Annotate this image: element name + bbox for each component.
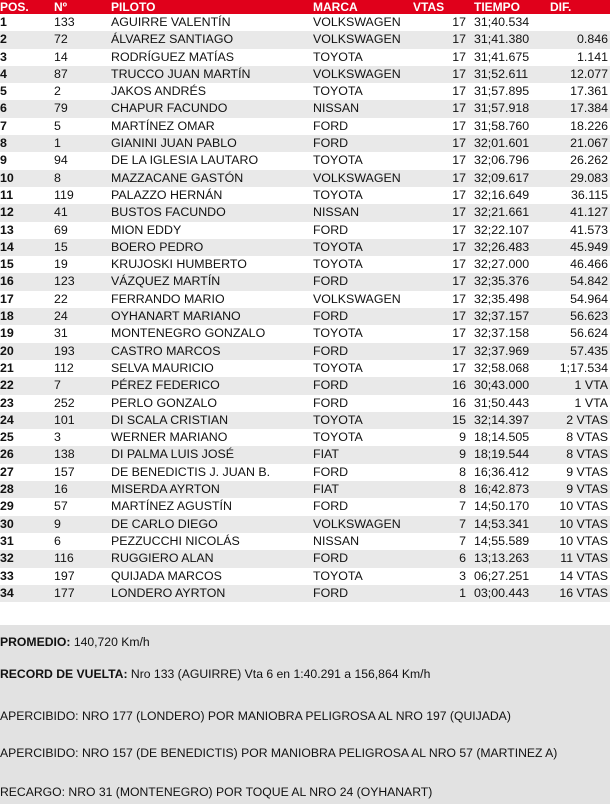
cell-number: 22 [52,291,109,308]
cell-dif [548,14,610,31]
cell-piloto: TRUCCO JUAN MARTÍN [109,66,311,83]
cell-marca: NISSAN [311,204,413,221]
cell-dif: 10 VTAS [548,533,610,550]
cell-marca: TOYOTA [311,412,413,429]
table-row [0,377,610,394]
cell-number: 94 [52,152,109,169]
cell-number: 252 [52,395,109,412]
cell-vtas: 17 [413,118,472,135]
cell-tiempo: 32;14.397 [472,412,548,429]
cell-number: 16 [52,481,109,498]
cell-tiempo: 06;27.251 [472,568,548,585]
cell-marca: NISSAN [311,100,413,117]
cell-pos: 34 [0,585,52,602]
cell-marca: TOYOTA [311,360,413,377]
cell-tiempo: 32;35.498 [472,291,548,308]
cell-tiempo: 30;43.000 [472,377,548,394]
cell-tiempo: 14;55.589 [472,533,548,550]
cell-number: 2 [52,83,109,100]
cell-piloto: DE BENEDICTIS J. JUAN B. [109,464,311,481]
cell-vtas: 17 [413,204,472,221]
cell-marca: FORD [311,395,413,412]
cell-vtas: 17 [413,14,472,31]
cell-dif: 14 VTAS [548,568,610,585]
cell-vtas: 17 [413,31,472,48]
cell-marca: TOYOTA [311,152,413,169]
header-vtas: VTAS [413,0,472,14]
cell-dif: 17.384 [548,100,610,117]
cell-dif: 45.949 [548,239,610,256]
promedio-note [0,635,150,649]
table-row [0,204,610,221]
cell-number: 193 [52,343,109,360]
table-row [0,118,610,135]
cell-marca: VOLKSWAGEN [311,291,413,308]
table-row [0,533,610,550]
cell-vtas: 17 [413,152,472,169]
cell-vtas: 17 [413,66,472,83]
cell-number: 72 [52,31,109,48]
cell-number: 41 [52,204,109,221]
cell-pos: 32 [0,550,52,567]
cell-dif: 10 VTAS [548,516,610,533]
cell-number: 101 [52,412,109,429]
cell-piloto: DI PALMA LUIS JOSÉ [109,446,311,463]
header-piloto: PILOTO [109,0,311,14]
cell-number: 116 [52,550,109,567]
table-row [0,49,610,66]
cell-tiempo: 31;52.611 [472,66,548,83]
cell-tiempo: 31;41.675 [472,49,548,66]
cell-marca: FIAT [311,446,413,463]
cell-marca: TOYOTA [311,187,413,204]
apercibido-note-2: APERCIBIDO: NRO 157 (DE BENEDICTIS) POR MANIOBRA PELIGROSA AL NRO 57 (MARTINEZ A) [0,746,558,760]
cell-piloto: WERNER MARIANO [109,429,311,446]
race-notes [0,625,610,804]
table-row [0,481,610,498]
cell-pos: 28 [0,481,52,498]
cell-pos: 4 [0,66,52,83]
cell-piloto: KRUJOSKI HUMBERTO [109,256,311,273]
cell-vtas: 9 [413,446,472,463]
cell-marca: FORD [311,550,413,567]
cell-dif: 12.077 [548,66,610,83]
cell-piloto: PÉREZ FEDERICO [109,377,311,394]
cell-piloto: QUIJADA MARCOS [109,568,311,585]
cell-dif: 41.573 [548,222,610,239]
cell-vtas: 17 [413,343,472,360]
cell-piloto: MAZZACANE GASTÓN [109,170,311,187]
cell-vtas: 1 [413,585,472,602]
cell-tiempo: 14;53.341 [472,516,548,533]
cell-pos: 13 [0,222,52,239]
cell-vtas: 17 [413,360,472,377]
cell-dif: 2 VTAS [548,412,610,429]
cell-dif: 1 VTA [548,395,610,412]
cell-tiempo: 32;21.661 [472,204,548,221]
cell-dif: 9 VTAS [548,481,610,498]
cell-vtas: 17 [413,239,472,256]
cell-pos: 16 [0,273,52,290]
cell-tiempo: 32;16.649 [472,187,548,204]
cell-piloto: MONTENEGRO GONZALO [109,325,311,342]
cell-pos: 22 [0,377,52,394]
cell-dif: 0.846 [548,31,610,48]
cell-dif: 1.141 [548,49,610,66]
cell-marca: NISSAN [311,533,413,550]
table-row [0,256,610,273]
cell-pos: 26 [0,446,52,463]
cell-pos: 3 [0,49,52,66]
cell-number: 24 [52,308,109,325]
cell-tiempo: 32;58.068 [472,360,548,377]
cell-tiempo: 13;13.263 [472,550,548,567]
header-tiempo: TIEMPO [472,0,548,14]
cell-pos: 12 [0,204,52,221]
cell-marca: VOLKSWAGEN [311,516,413,533]
cell-tiempo: 31;57.895 [472,83,548,100]
cell-marca: FORD [311,308,413,325]
cell-dif: 8 VTAS [548,446,610,463]
cell-dif: 21.067 [548,135,610,152]
cell-vtas: 17 [413,170,472,187]
cell-pos: 30 [0,516,52,533]
cell-tiempo: 31;41.380 [472,31,548,48]
table-row [0,498,610,515]
cell-number: 138 [52,446,109,463]
cell-pos: 27 [0,464,52,481]
cell-number: 69 [52,222,109,239]
cell-vtas: 17 [413,49,472,66]
cell-pos: 19 [0,325,52,342]
cell-number: 177 [52,585,109,602]
table-row [0,291,610,308]
cell-marca: FORD [311,222,413,239]
promedio-label: PROMEDIO: [0,635,71,649]
cell-piloto: MISERDA AYRTON [109,481,311,498]
cell-vtas: 7 [413,516,472,533]
cell-marca: FORD [311,498,413,515]
cell-piloto: MARTÍNEZ AGUSTÍN [109,498,311,515]
cell-marca: FORD [311,343,413,360]
table-row [0,429,610,446]
table-row [0,343,610,360]
promedio-value: 140,720 Km/h [73,635,150,649]
table-row [0,273,610,290]
cell-pos: 7 [0,118,52,135]
cell-marca: VOLKSWAGEN [311,31,413,48]
cell-marca: FORD [311,377,413,394]
cell-pos: 18 [0,308,52,325]
cell-pos: 24 [0,412,52,429]
cell-vtas: 9 [413,429,472,446]
table-row [0,446,610,463]
table-row [0,100,610,117]
cell-pos: 17 [0,291,52,308]
cell-vtas: 17 [413,256,472,273]
cell-vtas: 7 [413,533,472,550]
cell-dif: 9 VTAS [548,464,610,481]
cell-number: 197 [52,568,109,585]
table-row [0,464,610,481]
cell-dif: 17.361 [548,83,610,100]
cell-tiempo: 03;00.443 [472,585,548,602]
cell-vtas: 8 [413,464,472,481]
cell-piloto: OYHANART MARIANO [109,308,311,325]
cell-piloto: CASTRO MARCOS [109,343,311,360]
cell-pos: 2 [0,31,52,48]
cell-piloto: AGUIRRE VALENTÍN [109,14,311,31]
cell-vtas: 17 [413,325,472,342]
cell-marca: VOLKSWAGEN [311,66,413,83]
cell-piloto: RUGGIERO ALAN [109,550,311,567]
cell-dif: 8 VTAS [548,429,610,446]
table-row [0,66,610,83]
cell-vtas: 17 [413,135,472,152]
cell-number: 133 [52,14,109,31]
cell-number: 57 [52,498,109,515]
cell-marca: TOYOTA [311,49,413,66]
cell-tiempo: 31;50.443 [472,395,548,412]
cell-marca: TOYOTA [311,429,413,446]
cell-tiempo: 31;40.534 [472,14,548,31]
cell-number: 7 [52,377,109,394]
cell-marca: VOLKSWAGEN [311,14,413,31]
cell-piloto: VÁZQUEZ MARTÍN [109,273,311,290]
table-row [0,412,610,429]
table-row [0,170,610,187]
cell-dif: 16 VTAS [548,585,610,602]
cell-number: 112 [52,360,109,377]
cell-tiempo: 14;50.170 [472,498,548,515]
cell-vtas: 17 [413,100,472,117]
cell-tiempo: 32;06.796 [472,152,548,169]
cell-number: 31 [52,325,109,342]
cell-vtas: 7 [413,498,472,515]
cell-tiempo: 32;35.376 [472,273,548,290]
cell-pos: 15 [0,256,52,273]
cell-marca: TOYOTA [311,568,413,585]
table-row [0,239,610,256]
cell-marca: TOYOTA [311,256,413,273]
cell-marca: FORD [311,118,413,135]
cell-tiempo: 32;01.601 [472,135,548,152]
cell-tiempo: 32;37.157 [472,308,548,325]
cell-piloto: GIANINI JUAN PABLO [109,135,311,152]
cell-vtas: 17 [413,83,472,100]
cell-piloto: JAKOS ANDRÉS [109,83,311,100]
cell-dif: 1;17.534 [548,360,610,377]
cell-tiempo: 16;36.412 [472,464,548,481]
cell-dif: 36.115 [548,187,610,204]
table-row [0,550,610,567]
cell-dif: 18.226 [548,118,610,135]
cell-pos: 25 [0,429,52,446]
cell-dif: 41.127 [548,204,610,221]
cell-tiempo: 32;26.483 [472,239,548,256]
cell-piloto: MARTÍNEZ OMAR [109,118,311,135]
cell-tiempo: 31;58.760 [472,118,548,135]
cell-piloto: PEZZUCCHI NICOLÁS [109,533,311,550]
cell-vtas: 17 [413,187,472,204]
table-header-row [0,0,610,14]
cell-tiempo: 18;19.544 [472,446,548,463]
cell-vtas: 17 [413,291,472,308]
cell-piloto: DE CARLO DIEGO [109,516,311,533]
cell-marca: FORD [311,464,413,481]
cell-tiempo: 18;14.505 [472,429,548,446]
cell-dif: 46.466 [548,256,610,273]
cell-vtas: 8 [413,481,472,498]
cell-piloto: SELVA MAURICIO [109,360,311,377]
cell-number: 87 [52,66,109,83]
cell-dif: 56.623 [548,308,610,325]
record-label: RECORD DE VUELTA: [0,667,128,681]
cell-vtas: 16 [413,395,472,412]
cell-number: 14 [52,49,109,66]
cell-dif: 54.964 [548,291,610,308]
cell-vtas: 17 [413,273,472,290]
table-row [0,516,610,533]
table-row [0,31,610,48]
cell-piloto: MION EDDY [109,222,311,239]
cell-pos: 11 [0,187,52,204]
cell-tiempo: 31;57.918 [472,100,548,117]
cell-number: 9 [52,516,109,533]
cell-pos: 29 [0,498,52,515]
cell-marca: FIAT [311,481,413,498]
cell-tiempo: 32;37.969 [472,343,548,360]
cell-dif: 11 VTAS [548,550,610,567]
cell-vtas: 15 [413,412,472,429]
cell-number: 1 [52,135,109,152]
cell-piloto: PALAZZO HERNÁN [109,187,311,204]
cell-tiempo: 32;09.617 [472,170,548,187]
cell-dif: 10 VTAS [548,498,610,515]
header-dif: DIF. [548,0,610,14]
record-note [0,667,430,681]
cell-marca: VOLKSWAGEN [311,170,413,187]
cell-number: 5 [52,118,109,135]
cell-number: 123 [52,273,109,290]
table-row [0,83,610,100]
cell-tiempo: 32;27.000 [472,256,548,273]
table-row [0,135,610,152]
cell-piloto: PERLO GONZALO [109,395,311,412]
cell-pos: 21 [0,360,52,377]
cell-marca: TOYOTA [311,83,413,100]
cell-dif: 54.842 [548,273,610,290]
cell-marca: FORD [311,273,413,290]
cell-pos: 9 [0,152,52,169]
cell-marca: TOYOTA [311,325,413,342]
cell-number: 119 [52,187,109,204]
cell-vtas: 6 [413,550,472,567]
table-row [0,568,610,585]
cell-vtas: 17 [413,308,472,325]
cell-piloto: LONDERO AYRTON [109,585,311,602]
table-row [0,308,610,325]
cell-vtas: 3 [413,568,472,585]
recargo-note: RECARGO: NRO 31 (MONTENEGRO) POR TOQUE AL NRO 24 (OYHANART) [0,785,433,799]
cell-number: 6 [52,533,109,550]
cell-dif: 29.083 [548,170,610,187]
cell-piloto: ÁLVAREZ SANTIAGO [109,31,311,48]
table-row [0,187,610,204]
cell-number: 15 [52,239,109,256]
cell-pos: 6 [0,100,52,117]
table-row [0,395,610,412]
cell-piloto: DE LA IGLESIA LAUTARO [109,152,311,169]
cell-piloto: BUSTOS FACUNDO [109,204,311,221]
cell-marca: FORD [311,135,413,152]
cell-tiempo: 16;42.873 [472,481,548,498]
cell-pos: 20 [0,343,52,360]
cell-pos: 5 [0,83,52,100]
cell-dif: 57.435 [548,343,610,360]
cell-piloto: FERRANDO MARIO [109,291,311,308]
cell-piloto: BOERO PEDRO [109,239,311,256]
cell-number: 3 [52,429,109,446]
cell-piloto: DI SCALA CRISTIAN [109,412,311,429]
table-row [0,585,610,602]
cell-vtas: 16 [413,377,472,394]
results-body [0,14,610,602]
cell-tiempo: 32;37.158 [472,325,548,342]
cell-dif: 1 VTA [548,377,610,394]
cell-dif: 26.262 [548,152,610,169]
cell-piloto: CHAPUR FACUNDO [109,100,311,117]
table-row [0,360,610,377]
cell-number: 157 [52,464,109,481]
table-row [0,325,610,342]
header-pos: POS. [0,0,52,14]
cell-piloto: RODRÍGUEZ MATÍAS [109,49,311,66]
table-row [0,152,610,169]
header-number: Nº [52,0,109,14]
cell-vtas: 17 [413,222,472,239]
cell-number: 79 [52,100,109,117]
cell-pos: 31 [0,533,52,550]
cell-marca: TOYOTA [311,239,413,256]
cell-pos: 1 [0,14,52,31]
cell-number: 8 [52,170,109,187]
cell-pos: 10 [0,170,52,187]
apercibido-note-1: APERCIBIDO: NRO 177 (LONDERO) POR MANIOBRA PELIGROSA AL NRO 197 (QUIJADA) [0,709,511,723]
cell-pos: 23 [0,395,52,412]
cell-dif: 56.624 [548,325,610,342]
cell-pos: 8 [0,135,52,152]
cell-tiempo: 32;22.107 [472,222,548,239]
header-marca: MARCA [311,0,413,14]
record-value: Nro 133 (AGUIRRE) Vta 6 en 1:40.291 a 156,864 Km/h [130,667,431,681]
cell-pos: 33 [0,568,52,585]
cell-number: 19 [52,256,109,273]
cell-pos: 14 [0,239,52,256]
table-row [0,14,610,31]
table-row [0,222,610,239]
cell-marca: FORD [311,585,413,602]
